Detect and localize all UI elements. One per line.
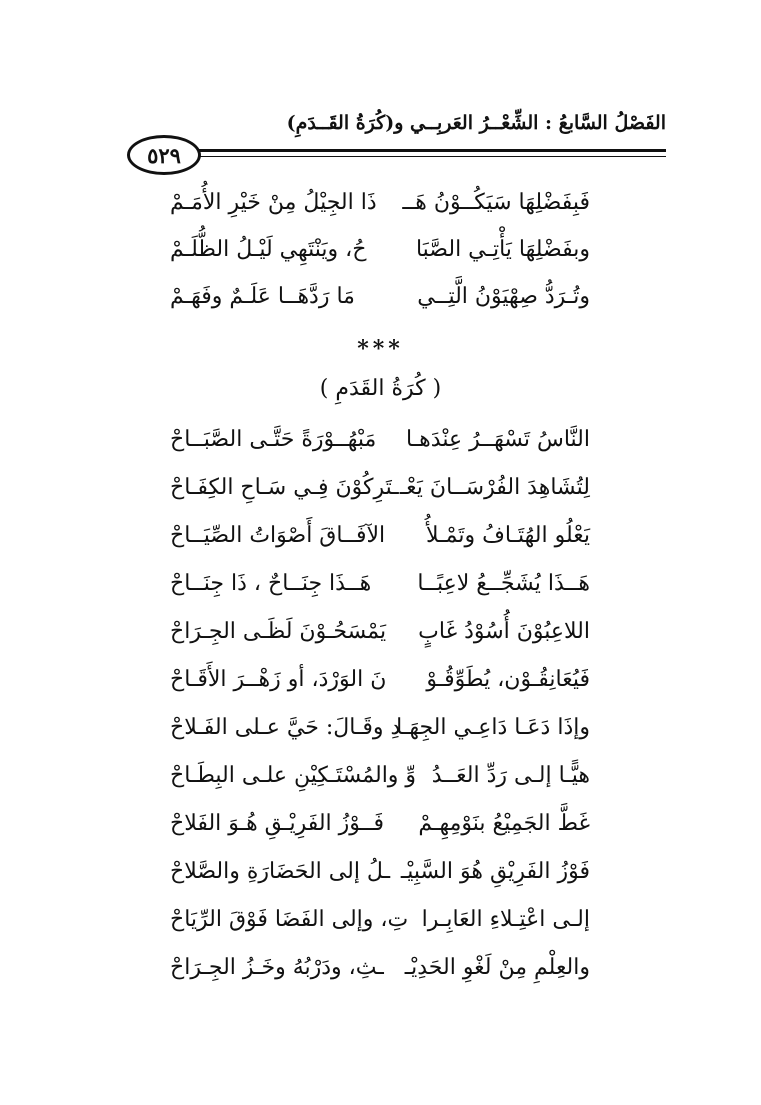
page-number-badge (127, 135, 201, 175)
verse-first-hemistich: والعِلْمِ مِنْ لَغْوِ الحَدِيْـ (404, 955, 590, 980)
verse-line (170, 811, 590, 851)
verse-second-hemistich: دِ وقَـالَ: حَيَّ عـلى الفَـلاحْ (170, 715, 401, 740)
verse-second-hemistich: ذَا الجِيْلُ مِنْ خَيْرِ الأُمَـمْ (170, 190, 377, 215)
verse-second-hemistich: ـثِ، ودَرْبُهُ وخَـزُ الجِـرَاحْ (170, 955, 384, 980)
header-rule (195, 149, 666, 152)
verse-second-hemistich: نَ الوَرْدَ، أو زَهْــرَ الأَقَـاحْ (170, 667, 387, 692)
verse-first-hemistich: وإذَا دَعَـا دَاعِـي الجِهَـا (396, 715, 590, 740)
verse-line (170, 237, 590, 277)
verse-first-hemistich: يَعْلُو الهُتَـافُ وتَمْـلأُ (426, 523, 590, 548)
verse-second-hemistich: حُ، ويَنْتَهِي لَيْـلُ الظُّلَـمْ (170, 237, 367, 262)
verse-second-hemistich: وِّ والمُسْتَـكِيْنِ علـى البِطَـاحْ (170, 763, 417, 788)
verse-second-hemistich: مَا رَدَّهَــا عَلَـمٌ وفَهَـمْ (170, 284, 355, 309)
verse-second-hemistich: مَبْهُــوْرَةً حَتَّـى الصَّبَــاحْ (170, 427, 377, 452)
verse-first-hemistich: إلـى اعْتِـلاءِ العَابِـرا (421, 907, 590, 932)
verse-first-hemistich: فَوْزُ الفَرِيْقِ هُوَ السَّبِيْـ (400, 859, 590, 884)
verse-line (170, 667, 590, 707)
verse-second-hemistich: فَــوْزُ الفَرِيْـقِ هُـوَ الفَلاحْ (170, 811, 385, 836)
verse-line (170, 763, 590, 803)
verse-first-hemistich: وبفَضْلِهَا يَأْتِـي الصَّبَا (415, 237, 590, 262)
verse-line (170, 523, 590, 563)
verse-line (170, 190, 590, 230)
verse-first-hemistich: غَطَّ الجَمِيْعُ بنَوْمِهِـمْ (418, 811, 590, 836)
verse-line (170, 859, 590, 899)
verse-second-hemistich: الآفَــاقَ أَصْوَاتُ الصِّيَــاحْ (170, 523, 386, 548)
verse-first-hemistich: اللاعِبُوْنَ أُسُوْدُ غَابٍ (418, 619, 590, 644)
verse-first-hemistich: النَّاسُ تَسْهَــرُ عِنْدَهـا (406, 427, 590, 452)
verse-line (170, 955, 590, 995)
verse-line (170, 475, 590, 515)
verse-line (170, 571, 590, 611)
verse-line (170, 284, 590, 324)
page-number: ٥٢٩ (147, 142, 181, 168)
verse-line (170, 715, 590, 755)
verse-first-hemistich: هيًّـا إلـى رَدِّ العَــدُ (431, 763, 590, 788)
verse-second-hemistich: تِ، وإلى الفَضَا فَوْقَ الرِّيَاحْ (170, 907, 409, 932)
verse-first-hemistich: لِتُشَاهِدَ الفُرْسَــانَ يَعْـ (399, 475, 590, 500)
verse-second-hemistich: ـلُ إلى الحَضَارَةِ والصَّلاحْ (170, 859, 391, 884)
poem-title: ( كُرَةُ القَدَمِ ) (319, 376, 442, 401)
page-header (0, 0, 761, 180)
verse-second-hemistich: هَــذَا جِنَــاحٌ ، ذَا جِنَــاحْ (170, 571, 372, 596)
verse-first-hemistich: فَيُعَانِقُـوْن، يُطَوِّقُـوْ (426, 667, 590, 692)
verse-line (170, 907, 590, 947)
verse-second-hemistich: يَمْسَحُـوْنَ لَظَـى الجِـرَاحْ (170, 619, 387, 644)
section-separator: *** (357, 336, 404, 362)
verse-first-hemistich: فَبِفَضْلِهَا سَيَكُــوْنُ هَــ (402, 190, 590, 215)
verse-first-hemistich: هَــذَا يُشَجِّــعُ لاعِبًــا (417, 571, 590, 596)
verse-second-hemistich: ـتَرِكُوْنَ فِـي سَـاحِ الكِفَـاحْ (170, 475, 399, 500)
verse-line (170, 619, 590, 659)
verse-line (170, 427, 590, 467)
running-title: الفَصْلُ السَّابعُ : الشِّعْــرُ العَربِــي و(كُرَةُ القَــدَمِ) (286, 112, 666, 134)
verse-first-hemistich: وتُـرَدُّ صِهْيَوْنُ الَّتِــي (417, 284, 590, 309)
header-rule-thin (195, 156, 666, 157)
